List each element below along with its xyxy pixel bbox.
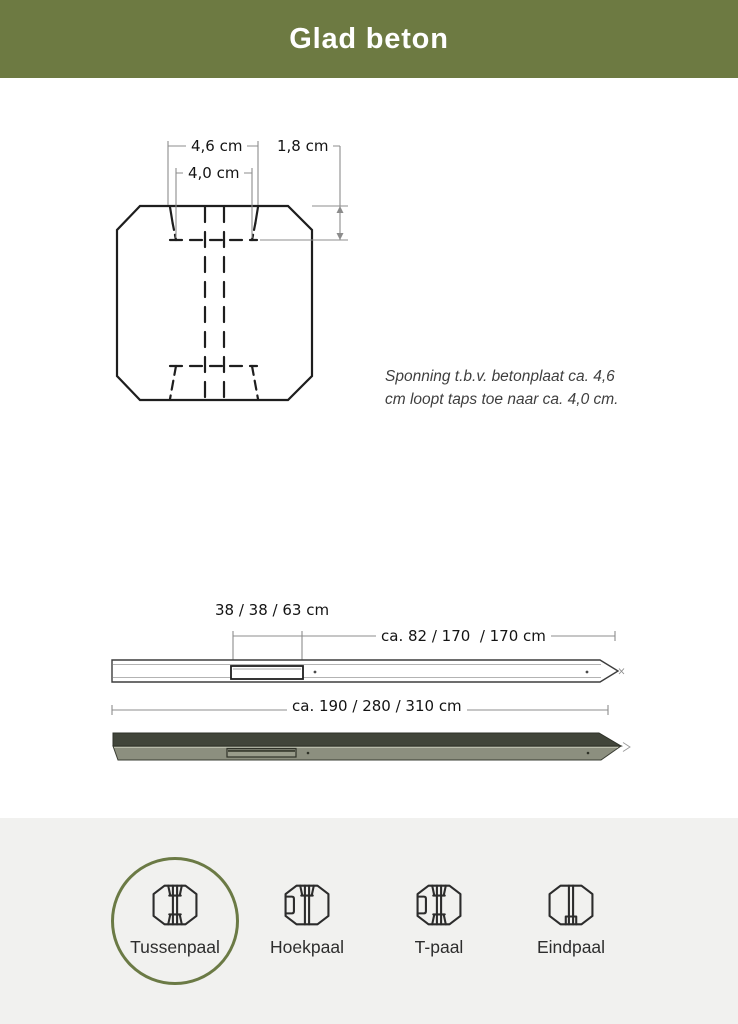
plate-slot-outline — [231, 666, 303, 679]
dim-label-slot-span: 38 / 38 / 63 cm — [215, 601, 330, 619]
dim-label-total-length: ca. 190 / 280 / 310 cm — [287, 697, 467, 715]
hoekpaal-icon — [284, 884, 330, 926]
white-post-drawing — [112, 660, 624, 682]
cross-section-dimension-lines — [168, 141, 348, 240]
post-type-selector — [0, 818, 738, 1024]
post-type-label: Eindpaal — [536, 937, 606, 957]
dim-label-outer-width: 4,6 cm — [186, 137, 247, 155]
dark-post-drawing — [113, 733, 630, 760]
post-type-tussenpaal[interactable] — [109, 841, 241, 1001]
t-paal-icon — [416, 884, 462, 926]
cross-section-drawing — [117, 206, 312, 400]
sponning-note-line2: cm loopt taps toe naar ca. 4,0 cm. — [385, 391, 619, 409]
plate-slot-dark — [227, 749, 296, 758]
dim-label-upper-span: ca. 82 / 170 / 170 cm — [376, 627, 551, 645]
dim-label-inner-width: 4,0 cm — [183, 164, 244, 182]
post-type-label: Hoekpaal — [270, 937, 344, 957]
tussenpaal-icon — [152, 884, 198, 926]
post-type-t-paal[interactable] — [373, 841, 505, 1001]
page-title: Glad beton — [289, 22, 449, 55]
sponning-note-line1: Sponning t.b.v. betonplaat ca. 4,6 — [385, 368, 615, 385]
post-type-hoekpaal[interactable] — [241, 841, 373, 1001]
sponning-note — [385, 365, 625, 412]
post-type-label: T-paal — [414, 937, 464, 957]
post-type-eindpaal[interactable] — [505, 841, 637, 1001]
page-header — [0, 0, 738, 78]
eindpaal-icon — [548, 884, 594, 926]
post-type-label: Tussenpaal — [130, 937, 220, 957]
dim-label-depth: 1,8 cm — [277, 137, 329, 155]
depth-dimension-arrows — [337, 206, 344, 240]
